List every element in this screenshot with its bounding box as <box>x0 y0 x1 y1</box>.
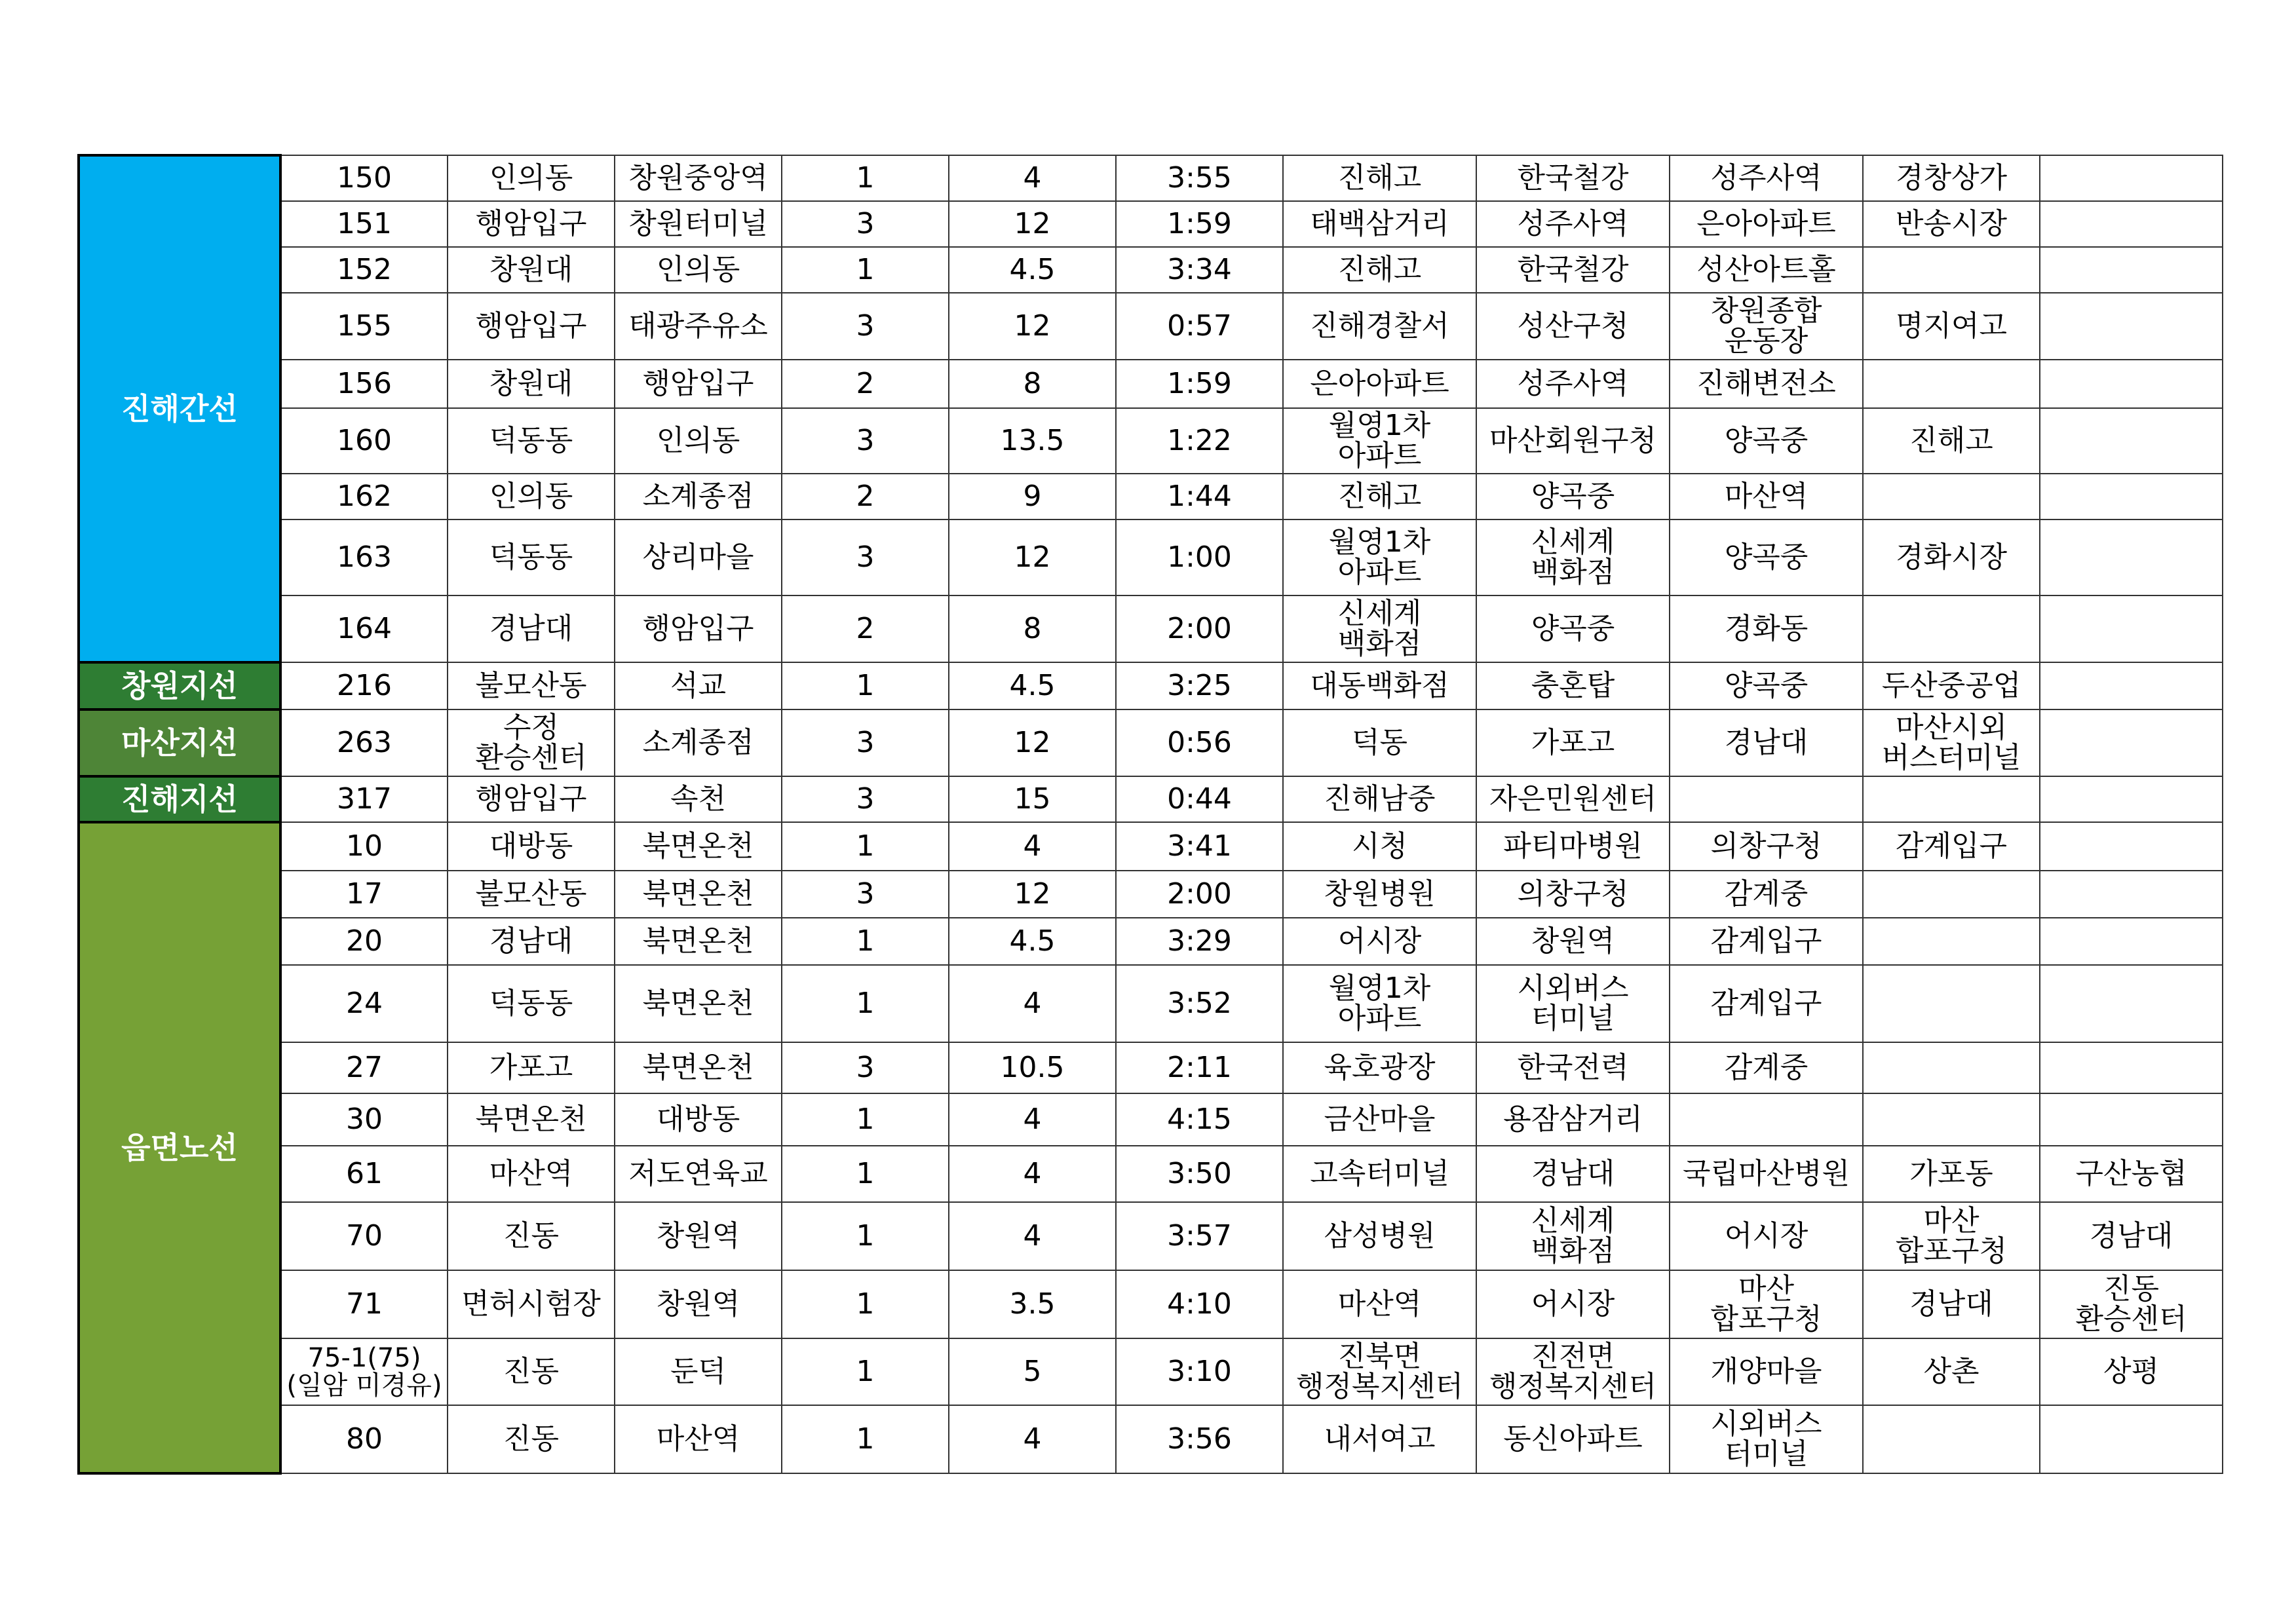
origin-cell: 북면온천 <box>448 1093 615 1146</box>
stop-5-cell <box>2040 247 2223 293</box>
stop-4-cell <box>1863 360 2040 408</box>
stop-3-cell: 은아아파트 <box>1670 201 1863 247</box>
destination-cell: 저도연육교 <box>615 1146 782 1202</box>
stop-3-cell: 감계중 <box>1670 1042 1863 1093</box>
stop-4-cell <box>1863 776 2040 822</box>
interval-cell: 5 <box>949 1338 1116 1405</box>
stop-2-cell: 한국전력 <box>1476 1042 1670 1093</box>
route-group-label: 창원지선 <box>79 662 280 709</box>
destination-cell: 소계종점 <box>615 474 782 519</box>
table-row <box>79 519 2223 595</box>
table-row <box>79 595 2223 662</box>
first-time-cell: 3:55 <box>1116 155 1283 201</box>
stop-3-cell <box>1670 1093 1863 1146</box>
stop-2-cell: 창원역 <box>1476 918 1670 965</box>
table-row <box>79 474 2223 519</box>
route-number-cell: 152 <box>280 247 448 293</box>
first-time-cell: 0:57 <box>1116 293 1283 360</box>
table-row <box>79 408 2223 474</box>
origin-cell: 가포고 <box>448 1042 615 1093</box>
stop-3-cell: 감계입구 <box>1670 965 1863 1042</box>
stop-3-cell: 양곡중 <box>1670 408 1863 474</box>
route-number-cell: 71 <box>280 1270 448 1338</box>
stop-5-cell <box>2040 822 2223 871</box>
stop-2-cell: 성주사역 <box>1476 201 1670 247</box>
table-row <box>79 1042 2223 1093</box>
stop-3-cell: 감계입구 <box>1670 918 1863 965</box>
route-number-cell: 10 <box>280 822 448 871</box>
first-time-cell: 3:29 <box>1116 918 1283 965</box>
origin-cell: 수정 환승센터 <box>448 709 615 776</box>
origin-cell: 진동 <box>448 1202 615 1270</box>
table-row <box>79 918 2223 965</box>
table-row <box>79 247 2223 293</box>
destination-cell: 북면온천 <box>615 871 782 918</box>
destination-cell: 인의동 <box>615 247 782 293</box>
origin-cell: 불모산동 <box>448 871 615 918</box>
origin-cell: 진동 <box>448 1405 615 1473</box>
interval-cell: 4 <box>949 1146 1116 1202</box>
bus-count-cell: 3 <box>782 201 949 247</box>
stop-1-cell: 진해고 <box>1283 155 1476 201</box>
bus-count-cell: 1 <box>782 918 949 965</box>
stop-5-cell <box>2040 965 2223 1042</box>
first-time-cell: 3:57 <box>1116 1202 1283 1270</box>
bus-count-cell: 2 <box>782 474 949 519</box>
destination-cell: 창원중앙역 <box>615 155 782 201</box>
stop-2-cell: 시외버스 터미널 <box>1476 965 1670 1042</box>
first-time-cell: 3:34 <box>1116 247 1283 293</box>
table-row <box>79 965 2223 1042</box>
table-row <box>79 1202 2223 1270</box>
interval-cell: 4 <box>949 1405 1116 1473</box>
stop-5-cell: 진동 환승센터 <box>2040 1270 2223 1338</box>
stop-1-cell: 마산역 <box>1283 1270 1476 1338</box>
route-number-cell: 70 <box>280 1202 448 1270</box>
interval-cell: 15 <box>949 776 1116 822</box>
origin-cell: 진동 <box>448 1338 615 1405</box>
stop-1-cell: 월영1차 아파트 <box>1283 965 1476 1042</box>
interval-cell: 4.5 <box>949 247 1116 293</box>
destination-cell: 북면온천 <box>615 1042 782 1093</box>
route-number-cell: 151 <box>280 201 448 247</box>
bus-count-cell: 3 <box>782 1042 949 1093</box>
interval-cell: 3.5 <box>949 1270 1116 1338</box>
stop-1-cell: 태백삼거리 <box>1283 201 1476 247</box>
stop-3-cell: 창원종합 운동장 <box>1670 293 1863 360</box>
bus-count-cell: 2 <box>782 595 949 662</box>
origin-cell: 경남대 <box>448 595 615 662</box>
stop-2-cell: 용잠삼거리 <box>1476 1093 1670 1146</box>
bus-count-cell: 1 <box>782 662 949 709</box>
stop-1-cell: 은아아파트 <box>1283 360 1476 408</box>
interval-cell: 4 <box>949 965 1116 1042</box>
stop-3-cell: 국립마산병원 <box>1670 1146 1863 1202</box>
stop-3-cell: 경남대 <box>1670 709 1863 776</box>
stop-2-cell: 가포고 <box>1476 709 1670 776</box>
origin-cell: 불모산동 <box>448 662 615 709</box>
destination-cell: 창원터미널 <box>615 201 782 247</box>
stop-5-cell <box>2040 293 2223 360</box>
first-time-cell: 3:41 <box>1116 822 1283 871</box>
stop-3-cell <box>1670 776 1863 822</box>
destination-cell: 창원역 <box>615 1270 782 1338</box>
interval-cell: 9 <box>949 474 1116 519</box>
origin-cell: 덕동동 <box>448 408 615 474</box>
stop-2-cell: 동신아파트 <box>1476 1405 1670 1473</box>
stop-5-cell <box>2040 776 2223 822</box>
route-number-cell: 216 <box>280 662 448 709</box>
stop-1-cell: 월영1차 아파트 <box>1283 519 1476 595</box>
stop-1-cell: 진북면 행정복지센터 <box>1283 1338 1476 1405</box>
stop-3-cell: 마산 합포구청 <box>1670 1270 1863 1338</box>
stop-5-cell <box>2040 871 2223 918</box>
first-time-cell: 4:10 <box>1116 1270 1283 1338</box>
bus-count-cell: 1 <box>782 1093 949 1146</box>
stop-2-cell: 양곡중 <box>1476 474 1670 519</box>
stop-4-cell <box>1863 595 2040 662</box>
route-group-label: 진해간선 <box>79 155 280 662</box>
stop-2-cell: 의창구청 <box>1476 871 1670 918</box>
stop-4-cell: 두산중공업 <box>1863 662 2040 709</box>
interval-cell: 12 <box>949 709 1116 776</box>
stop-1-cell: 덕동 <box>1283 709 1476 776</box>
table-row <box>79 1405 2223 1473</box>
destination-cell: 인의동 <box>615 408 782 474</box>
stop-1-cell: 대동백화점 <box>1283 662 1476 709</box>
destination-cell: 상리마을 <box>615 519 782 595</box>
stop-3-cell: 진해변전소 <box>1670 360 1863 408</box>
interval-cell: 4.5 <box>949 662 1116 709</box>
stop-4-cell: 마산시외 버스터미널 <box>1863 709 2040 776</box>
table-row <box>79 201 2223 247</box>
bus-count-cell: 1 <box>782 1270 949 1338</box>
stop-5-cell: 경남대 <box>2040 1202 2223 1270</box>
stop-5-cell <box>2040 474 2223 519</box>
bus-count-cell: 3 <box>782 776 949 822</box>
table-row <box>79 293 2223 360</box>
destination-cell: 석교 <box>615 662 782 709</box>
interval-cell: 8 <box>949 595 1116 662</box>
stop-2-cell: 한국철강 <box>1476 155 1670 201</box>
destination-cell: 속천 <box>615 776 782 822</box>
route-group-label: 마산지선 <box>79 709 280 776</box>
table-row <box>79 1146 2223 1202</box>
route-number-cell: 155 <box>280 293 448 360</box>
first-time-cell: 3:50 <box>1116 1146 1283 1202</box>
stop-1-cell: 삼성병원 <box>1283 1202 1476 1270</box>
interval-cell: 12 <box>949 201 1116 247</box>
stop-5-cell <box>2040 1405 2223 1473</box>
stop-3-cell: 성주사역 <box>1670 155 1863 201</box>
stop-2-cell: 성산구청 <box>1476 293 1670 360</box>
stop-3-cell: 경화동 <box>1670 595 1863 662</box>
first-time-cell: 3:10 <box>1116 1338 1283 1405</box>
route-group-label: 읍면노선 <box>79 822 280 1473</box>
destination-cell: 태광주유소 <box>615 293 782 360</box>
table-row <box>79 662 2223 709</box>
stop-4-cell <box>1863 474 2040 519</box>
route-number-cell: 75-1(75) (일암 미경유) <box>280 1338 448 1405</box>
origin-cell: 창원대 <box>448 360 615 408</box>
interval-cell: 12 <box>949 871 1116 918</box>
origin-cell: 인의동 <box>448 155 615 201</box>
route-number-cell: 17 <box>280 871 448 918</box>
stop-2-cell: 파티마병원 <box>1476 822 1670 871</box>
stop-5-cell <box>2040 918 2223 965</box>
table-row <box>79 709 2223 776</box>
interval-cell: 12 <box>949 293 1116 360</box>
stop-2-cell: 마산회원구청 <box>1476 408 1670 474</box>
destination-cell: 마산역 <box>615 1405 782 1473</box>
route-number-cell: 163 <box>280 519 448 595</box>
first-time-cell: 3:52 <box>1116 965 1283 1042</box>
bus-count-cell: 1 <box>782 822 949 871</box>
first-time-cell: 1:00 <box>1116 519 1283 595</box>
stop-2-cell: 양곡중 <box>1476 595 1670 662</box>
route-number-cell: 80 <box>280 1405 448 1473</box>
stop-1-cell: 진해경찰서 <box>1283 293 1476 360</box>
stop-4-cell: 경화시장 <box>1863 519 2040 595</box>
stop-4-cell: 경남대 <box>1863 1270 2040 1338</box>
first-time-cell: 1:59 <box>1116 360 1283 408</box>
destination-cell: 대방동 <box>615 1093 782 1146</box>
origin-cell: 덕동동 <box>448 965 615 1042</box>
stop-1-cell: 진해고 <box>1283 474 1476 519</box>
table-row <box>79 776 2223 822</box>
stop-1-cell: 신세계 백화점 <box>1283 595 1476 662</box>
stop-4-cell <box>1863 1093 2040 1146</box>
stop-5-cell <box>2040 709 2223 776</box>
stop-4-cell <box>1863 1405 2040 1473</box>
first-time-cell: 4:15 <box>1116 1093 1283 1146</box>
stop-1-cell: 내서여고 <box>1283 1405 1476 1473</box>
origin-cell: 행암입구 <box>448 293 615 360</box>
bus-count-cell: 3 <box>782 871 949 918</box>
origin-cell: 마산역 <box>448 1146 615 1202</box>
origin-cell: 경남대 <box>448 918 615 965</box>
route-number-cell: 263 <box>280 709 448 776</box>
stop-2-cell: 자은민원센터 <box>1476 776 1670 822</box>
table-row <box>79 1338 2223 1405</box>
stop-4-cell: 반송시장 <box>1863 201 2040 247</box>
first-time-cell: 0:44 <box>1116 776 1283 822</box>
first-time-cell: 3:56 <box>1116 1405 1283 1473</box>
stop-5-cell <box>2040 201 2223 247</box>
stop-5-cell <box>2040 1042 2223 1093</box>
route-number-cell: 162 <box>280 474 448 519</box>
destination-cell: 행암입구 <box>615 595 782 662</box>
destination-cell: 소계종점 <box>615 709 782 776</box>
stop-2-cell: 성주사역 <box>1476 360 1670 408</box>
route-number-cell: 27 <box>280 1042 448 1093</box>
table-row <box>79 822 2223 871</box>
first-time-cell: 1:22 <box>1116 408 1283 474</box>
stop-3-cell: 시외버스 터미널 <box>1670 1405 1863 1473</box>
first-time-cell: 2:00 <box>1116 595 1283 662</box>
route-number-cell: 30 <box>280 1093 448 1146</box>
destination-cell: 북면온천 <box>615 822 782 871</box>
destination-cell: 행암입구 <box>615 360 782 408</box>
table-row <box>79 1093 2223 1146</box>
interval-cell: 4 <box>949 822 1116 871</box>
bus-count-cell: 1 <box>782 1405 949 1473</box>
stop-4-cell <box>1863 871 2040 918</box>
table-row <box>79 871 2223 918</box>
stop-5-cell <box>2040 360 2223 408</box>
stop-2-cell: 충혼탑 <box>1476 662 1670 709</box>
stop-3-cell: 감계중 <box>1670 871 1863 918</box>
stop-1-cell: 육호광장 <box>1283 1042 1476 1093</box>
stop-3-cell: 개양마을 <box>1670 1338 1863 1405</box>
route-number-cell: 150 <box>280 155 448 201</box>
stop-2-cell: 한국철강 <box>1476 247 1670 293</box>
interval-cell: 4 <box>949 1202 1116 1270</box>
stop-3-cell: 양곡중 <box>1670 662 1863 709</box>
bus-count-cell: 1 <box>782 1202 949 1270</box>
stop-3-cell: 마산역 <box>1670 474 1863 519</box>
stop-3-cell: 양곡중 <box>1670 519 1863 595</box>
stop-5-cell: 구산농협 <box>2040 1146 2223 1202</box>
stop-3-cell: 성산아트홀 <box>1670 247 1863 293</box>
route-number-cell: 20 <box>280 918 448 965</box>
stop-5-cell <box>2040 408 2223 474</box>
bus-count-cell: 1 <box>782 965 949 1042</box>
origin-cell: 행암입구 <box>448 776 615 822</box>
bus-count-cell: 3 <box>782 293 949 360</box>
bus-count-cell: 1 <box>782 1146 949 1202</box>
bus-count-cell: 1 <box>782 1338 949 1405</box>
stop-4-cell: 감계입구 <box>1863 822 2040 871</box>
first-time-cell: 2:11 <box>1116 1042 1283 1093</box>
stop-5-cell <box>2040 662 2223 709</box>
route-number-cell: 160 <box>280 408 448 474</box>
destination-cell: 북면온천 <box>615 918 782 965</box>
stop-4-cell: 경창상가 <box>1863 155 2040 201</box>
bus-count-cell: 1 <box>782 247 949 293</box>
first-time-cell: 3:25 <box>1116 662 1283 709</box>
origin-cell: 면허시험장 <box>448 1270 615 1338</box>
stop-2-cell: 신세계 백화점 <box>1476 1202 1670 1270</box>
first-time-cell: 0:56 <box>1116 709 1283 776</box>
route-table <box>77 154 2223 1475</box>
stop-5-cell: 상평 <box>2040 1338 2223 1405</box>
stop-1-cell: 진해고 <box>1283 247 1476 293</box>
stop-1-cell: 진해남중 <box>1283 776 1476 822</box>
stop-3-cell: 어시장 <box>1670 1202 1863 1270</box>
stop-2-cell: 진전면 행정복지센터 <box>1476 1338 1670 1405</box>
route-group-label: 진해지선 <box>79 776 280 822</box>
stop-1-cell: 금산마을 <box>1283 1093 1476 1146</box>
interval-cell: 8 <box>949 360 1116 408</box>
route-number-cell: 61 <box>280 1146 448 1202</box>
stop-4-cell <box>1863 247 2040 293</box>
table-row <box>79 155 2223 201</box>
stop-1-cell: 어시장 <box>1283 918 1476 965</box>
bus-count-cell: 3 <box>782 709 949 776</box>
stop-5-cell <box>2040 519 2223 595</box>
interval-cell: 4.5 <box>949 918 1116 965</box>
stop-5-cell <box>2040 1093 2223 1146</box>
route-number-cell: 317 <box>280 776 448 822</box>
stop-2-cell: 경남대 <box>1476 1146 1670 1202</box>
bus-count-cell: 1 <box>782 155 949 201</box>
bus-count-cell: 2 <box>782 360 949 408</box>
first-time-cell: 1:59 <box>1116 201 1283 247</box>
stop-4-cell: 명지여고 <box>1863 293 2040 360</box>
destination-cell: 창원역 <box>615 1202 782 1270</box>
destination-cell: 북면온천 <box>615 965 782 1042</box>
origin-cell: 창원대 <box>448 247 615 293</box>
interval-cell: 10.5 <box>949 1042 1116 1093</box>
origin-cell: 인의동 <box>448 474 615 519</box>
stop-5-cell <box>2040 155 2223 201</box>
stop-2-cell: 어시장 <box>1476 1270 1670 1338</box>
interval-cell: 4 <box>949 1093 1116 1146</box>
destination-cell: 둔덕 <box>615 1338 782 1405</box>
origin-cell: 행암입구 <box>448 201 615 247</box>
stop-4-cell: 진해고 <box>1863 408 2040 474</box>
route-number-cell: 164 <box>280 595 448 662</box>
bus-count-cell: 3 <box>782 408 949 474</box>
bus-count-cell: 3 <box>782 519 949 595</box>
first-time-cell: 1:44 <box>1116 474 1283 519</box>
route-number-cell: 24 <box>280 965 448 1042</box>
route-number-cell: 156 <box>280 360 448 408</box>
stop-1-cell: 창원병원 <box>1283 871 1476 918</box>
interval-cell: 4 <box>949 155 1116 201</box>
stop-1-cell: 월영1차 아파트 <box>1283 408 1476 474</box>
stop-4-cell <box>1863 965 2040 1042</box>
table-row <box>79 360 2223 408</box>
table-row <box>79 1270 2223 1338</box>
stop-1-cell: 고속터미널 <box>1283 1146 1476 1202</box>
stop-3-cell: 의창구청 <box>1670 822 1863 871</box>
stop-2-cell: 신세계 백화점 <box>1476 519 1670 595</box>
interval-cell: 13.5 <box>949 408 1116 474</box>
interval-cell: 12 <box>949 519 1116 595</box>
stop-4-cell <box>1863 918 2040 965</box>
first-time-cell: 2:00 <box>1116 871 1283 918</box>
stop-4-cell: 마산 합포구청 <box>1863 1202 2040 1270</box>
stop-5-cell <box>2040 595 2223 662</box>
origin-cell: 대방동 <box>448 822 615 871</box>
stop-4-cell: 가포동 <box>1863 1146 2040 1202</box>
origin-cell: 덕동동 <box>448 519 615 595</box>
stop-4-cell: 상촌 <box>1863 1338 2040 1405</box>
stop-4-cell <box>1863 1042 2040 1093</box>
stop-1-cell: 시청 <box>1283 822 1476 871</box>
